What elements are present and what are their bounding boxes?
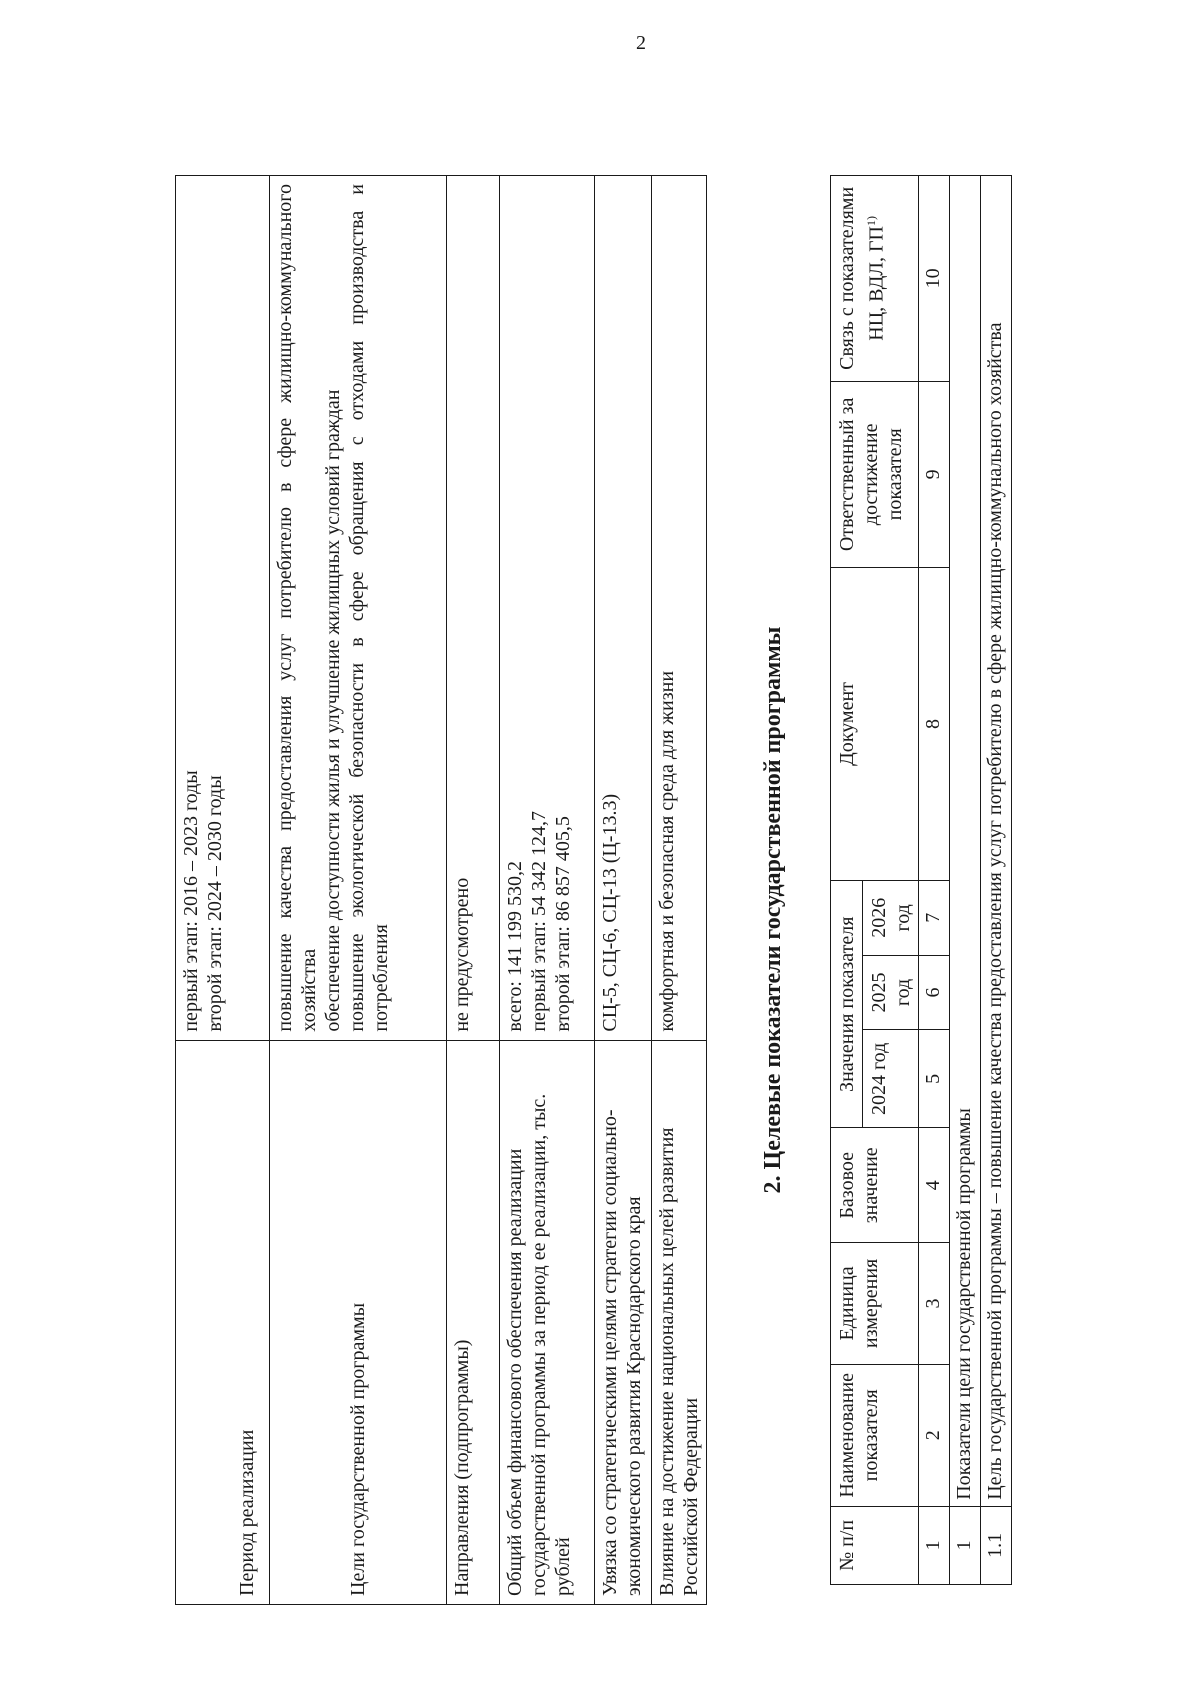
passport-value-goals — [270, 176, 447, 1041]
footnote-marker: 1) — [864, 216, 878, 227]
passport-value-period — [176, 176, 270, 1041]
passport-value-line: СЦ-5, СЦ-6, СЦ-13 (Ц-13.3) — [599, 793, 621, 1032]
passport-row-impact — [652, 176, 707, 1605]
passport-value-directions — [447, 176, 500, 1041]
column-number: 2 — [919, 1364, 950, 1506]
header-num: № п/п — [831, 1506, 919, 1584]
passport-label-directions: Направления (подпрограммы) — [447, 1040, 500, 1604]
header-year-2024: 2024 год — [863, 1030, 919, 1128]
indicators-header-row — [831, 176, 863, 1585]
column-number: 8 — [919, 567, 950, 880]
header-responsible: Ответственный за достижение показателя — [831, 381, 919, 567]
passport-label-period: Период реализации — [176, 1040, 270, 1604]
passport-row-strategy — [595, 176, 652, 1605]
header-values-group: Значения показателя — [831, 880, 863, 1128]
header-unit: Единица измерения — [831, 1243, 919, 1365]
passport-value-line: повышение качества предоставления услуг потребителю в сфере жилищно-коммунального хозяйства — [274, 184, 320, 1032]
column-number: 4 — [919, 1128, 950, 1243]
passport-value-line: повышение экологической безопасности в сфере обращения с отходами производства и потребления — [346, 184, 392, 1032]
goal-row — [981, 176, 1012, 1585]
header-link-text: Связь с показателями НЦ, ВДЛ, ГП — [836, 186, 888, 370]
header-year-2026: 2026 год — [863, 880, 919, 955]
column-number: 5 — [919, 1030, 950, 1128]
header-year-2025: 2025 год — [863, 955, 919, 1030]
goal-row-num: 1.1 — [981, 1506, 1012, 1584]
column-numbers-row — [919, 176, 950, 1585]
section-row — [950, 176, 981, 1585]
passport-label-strategy: Увязка со стратегическими целями стратегии социально-экономического развития Краснодарского края — [595, 1040, 652, 1604]
passport-value-strategy — [595, 176, 652, 1041]
column-number: 9 — [919, 381, 950, 567]
section-title: 2. Целевые показатели государственной программы — [760, 626, 786, 1194]
header-name: Наименование показателя — [831, 1364, 919, 1506]
indicators-table — [830, 175, 1012, 1585]
passport-row-period — [176, 176, 270, 1605]
passport-value-impact — [652, 176, 707, 1041]
section-row-text: Показатели цели государственной программы — [950, 176, 981, 1507]
header-document: Документ — [831, 567, 919, 880]
passport-row-financing — [500, 176, 595, 1605]
passport-value-line: второй этап: 86 857 405,5 — [552, 816, 574, 1032]
header-link — [831, 176, 919, 382]
passport-value-line: не предусмотрено — [451, 877, 473, 1032]
page-number: 2 — [636, 32, 646, 54]
passport-value-line: всего: 141 199 530,2 — [504, 861, 526, 1032]
rotated-content — [0, 100, 1120, 1660]
column-number: 7 — [919, 880, 950, 955]
column-number: 10 — [919, 176, 950, 382]
column-number: 1 — [919, 1506, 950, 1584]
passport-label-impact: Влияние на достижение национальных целей развития Российской Федерации — [652, 1040, 707, 1604]
column-number: 3 — [919, 1243, 950, 1365]
passport-table — [175, 175, 707, 1605]
passport-row-directions — [447, 176, 500, 1605]
passport-value-line: первый этап: 2016 – 2023 годы — [180, 770, 202, 1032]
passport-value-line: первый этап: 54 342 124,7 — [528, 811, 550, 1032]
passport-label-goals: Цели государственной программы — [270, 1040, 447, 1604]
passport-label-financing: Общий объем финансового обеспечения реализации государственной программы за период ее реализации, тыс. рублей — [500, 1040, 595, 1604]
section-row-num: 1 — [950, 1506, 981, 1584]
goal-row-text: Цель государственной программы – повышение качества предоставления услуг потребителю в сфере жилищно-коммунального хозяйства — [981, 176, 1012, 1507]
passport-value-line: комфортная и безопасная среда для жизни — [656, 670, 678, 1032]
column-number: 6 — [919, 955, 950, 1030]
passport-row-goals — [270, 176, 447, 1605]
passport-value-financing — [500, 176, 595, 1041]
header-base: Базовое значение — [831, 1128, 919, 1243]
passport-value-line: второй этап: 2024 – 2030 годы — [204, 775, 226, 1032]
passport-value-line: обеспечение доступности жилья и улучшение жилищных условий граждан — [322, 389, 344, 1032]
